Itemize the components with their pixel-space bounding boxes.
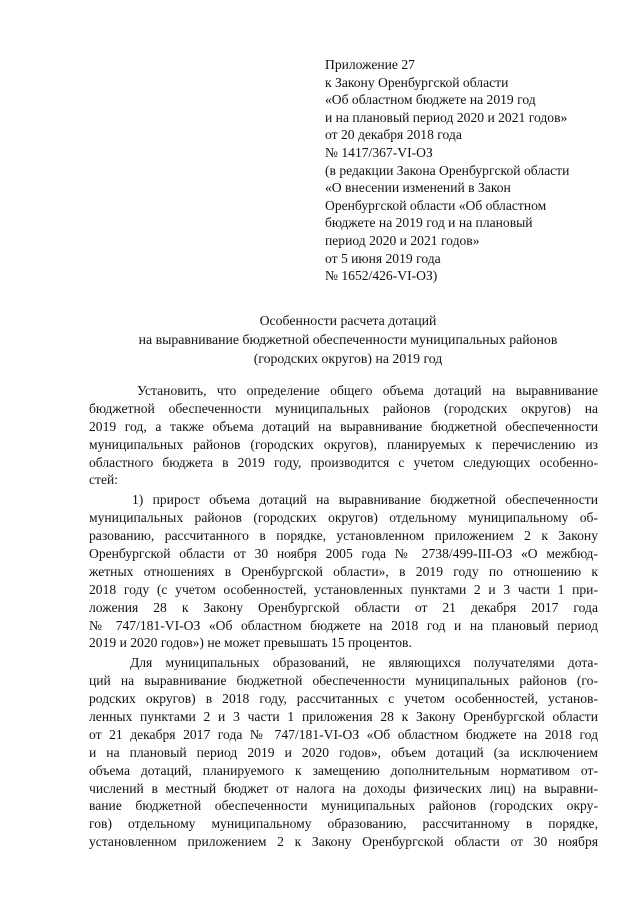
appendix-line: «О внесении изменений в Закон	[325, 180, 511, 196]
document-title	[90, 311, 606, 368]
title-line: (городских округов) на 2019 год	[253, 351, 443, 366]
body-line: 1) прирост объема дотаций на выравнивание бюджетной обеспеченности	[132, 492, 598, 508]
body-line: областного бюджета в 2019 году, производится с учетом следующих особенно-	[89, 454, 598, 470]
appendix-line: и на плановый период 2020 и 2021 годов»	[325, 109, 568, 125]
appendix-line: бюджете на 2019 год и на плановый	[325, 215, 533, 231]
body-line: от 21 декабря 2017 года № 747/181-VI-ОЗ «Об областном бюджете на 2018 год	[89, 726, 598, 742]
body-line: жетных отношениях в Оренбургской области», в 2019 году по отношению к	[89, 563, 598, 579]
appendix-line: от 20 декабря 2018 года	[325, 127, 462, 143]
body-line: числений в местный бюджет от налога на доходы физических лиц) на выравни-	[89, 780, 598, 796]
body-line: объема дотаций, планируемого к замещению дополнительным нормативом от-	[89, 762, 598, 778]
body-line: Для муниципальных образований, не являющихся получателями дота-	[130, 655, 598, 671]
body-line: 2018 году (с учетом особенностей, установленных пунктами 2 и 3 части 1 при-	[89, 581, 598, 597]
appendix-header	[325, 56, 615, 285]
appendix-line: «Об областном бюджете на 2019 год	[325, 92, 536, 108]
body-line: бюджетной обеспеченности муниципальных районов (городских округов) на	[89, 400, 598, 416]
body-line: и на плановый период 2019 и 2020 годов», объем дотаций (за исключением	[89, 744, 598, 760]
body-line: № 747/181-VI-ОЗ «Об областном бюджете на 2018 год и на плановый период	[89, 617, 598, 633]
body-line: гов) отдельному муниципальному образованию, рассчитанному в порядке,	[89, 816, 598, 832]
body-line: установленном приложением 2 к Закону Оренбургской области от 30 ноября	[89, 834, 598, 850]
body-line: родских округов) в 2018 году, рассчитанных с учетом особенностей, установ-	[89, 691, 598, 707]
appendix-line: № 1417/367-VI-ОЗ	[325, 144, 433, 160]
title-line: Особенности расчета дотаций	[259, 313, 437, 328]
body-line: муниципальных районов (городских округов) отдельному муниципальному об-	[89, 510, 598, 526]
appendix-line: к Закону Оренбургской области	[325, 74, 509, 90]
body-line: ложения 28 к Закону Оренбургской области от 21 декабря 2017 года	[89, 599, 598, 615]
body-line: муниципальных районов (городских округов), планируемых к перечислению из	[89, 436, 598, 452]
body-line: Установить, что определение общего объема дотаций на выравнивание	[137, 383, 598, 398]
appendix-line: от 5 июня 2019 года	[325, 250, 441, 266]
appendix-line: (в редакции Закона Оренбургской области	[325, 162, 570, 178]
body-line: 2019 год, а также объема дотаций на выравнивание бюджетной обеспеченности	[89, 418, 598, 434]
body-line: 2019 и 2020 годов») не может превышать 15 процентов.	[89, 635, 412, 651]
title-line: на выравнивание бюджетной обеспеченности муниципальных районов	[138, 332, 558, 347]
appendix-line: № 1652/426-VI-ОЗ)	[325, 268, 438, 284]
appendix-line: Оренбургской области «Об областном	[325, 197, 547, 213]
document-body	[89, 382, 598, 851]
body-line: Оренбургской области от 30 ноября 2005 года № 2738/499-III-ОЗ «О межбюд-	[89, 546, 598, 562]
appendix-line: период 2020 и 2021 годов»	[325, 232, 480, 248]
body-line: ций на выравнивание бюджетной обеспеченности муниципальных районов (го-	[89, 673, 598, 689]
body-line: стей:	[89, 472, 119, 488]
body-line: вание бюджетной обеспеченности муниципальных районов (городских окру-	[89, 798, 598, 814]
body-line: разованию, рассчитанного в порядке, установленном приложением 2 к Закону	[89, 528, 598, 544]
appendix-line: Приложение 27	[325, 57, 415, 72]
body-line: ленных пунктами 2 и 3 части 1 приложения 28 к Закону Оренбургской области	[89, 709, 598, 725]
